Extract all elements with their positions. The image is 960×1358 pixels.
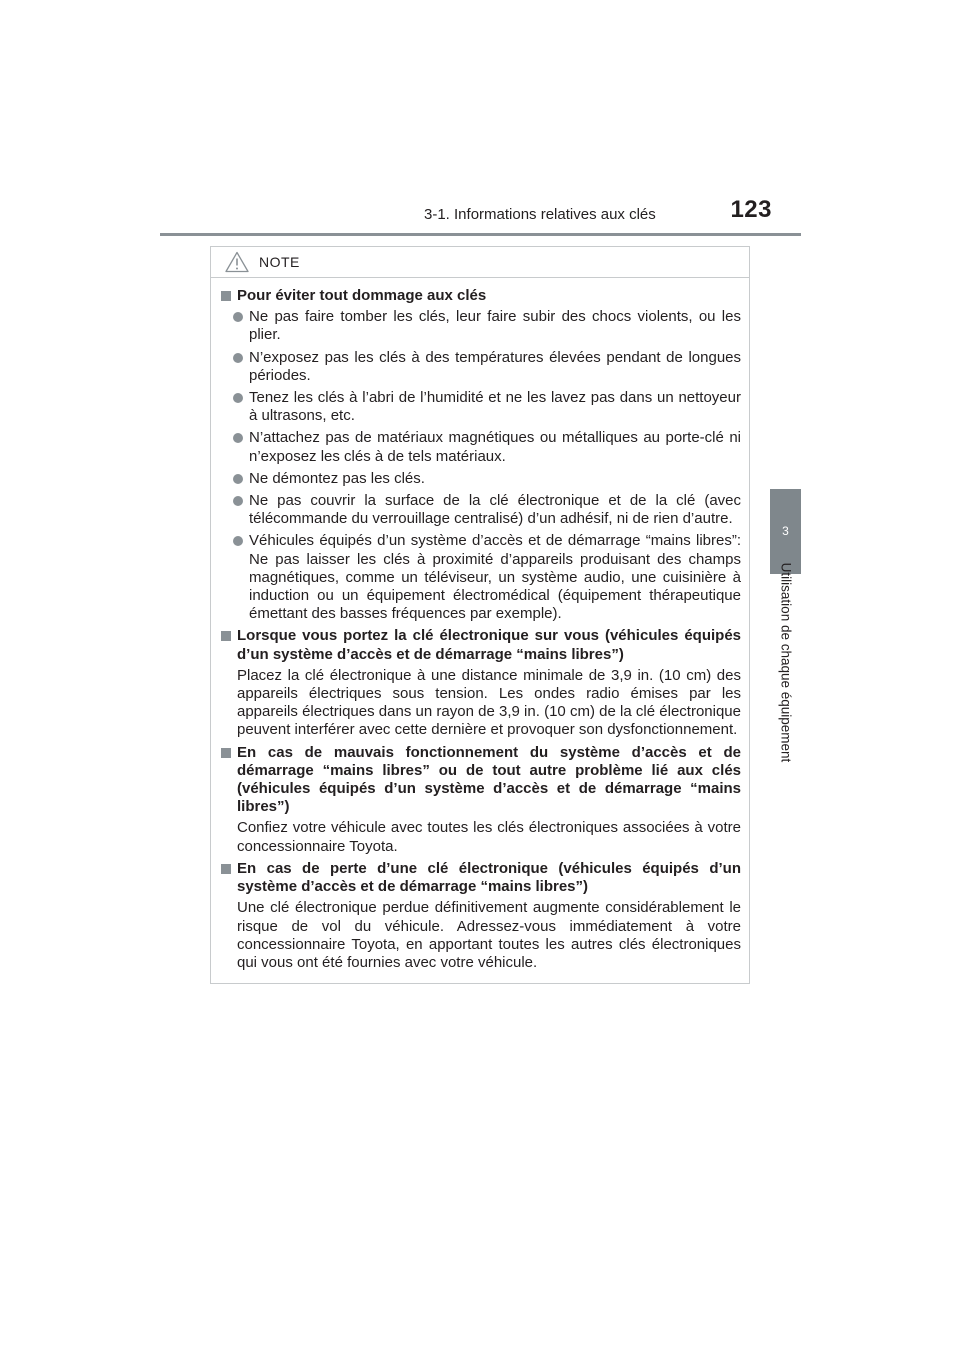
note-body [211,287,749,976]
square-bullet-icon [221,291,231,301]
list-item: Ne démontez pas les clés. [219,470,741,488]
round-bullet-icon [233,536,243,546]
list-item: N’attachez pas de matériaux magnétiques ou métalliques au porte-clé ni n’exposez les clés à de tels matériaux. [219,429,741,465]
round-bullet-icon [233,393,243,403]
section-heading: Lorsque vous portez la clé électronique sur vous (véhicules équipés d’un système d’accès et de démarrage “mains libres”) [219,627,741,663]
section-paragraph: Placez la clé électronique à une distance minimale de 3,9 in. (10 cm) des appareils électriques sous tension. Les ondes radio émises par les appareils électriques dans un rayon de 3,9 in. (10 cm) de la clé électronique peuvent interférer avec cette dernière et provoquer son dysfonctionnement. [237,666,741,739]
warning-triangle-icon [225,251,249,273]
list-item: Véhicules équipés d’un système d’accès et de démarrage “mains libres”: Ne pas laisser les clés à proximité d’appareils produisant des champs magnétiques, comme un téléviseur, un système audio, une cuisinière à induction ou un équipement électromédical (équipement thérapeutique émettant des basses fréquences par exemple). [219,532,741,623]
list-item: Ne pas faire tomber les clés, leur faire subir des chocs violents, ou les plier. [219,308,741,344]
note-title: NOTE [259,254,300,270]
square-bullet-icon [221,864,231,874]
square-bullet-icon [221,748,231,758]
section-title: 3-1. Informations relatives aux clés [424,206,656,223]
section-heading: En cas de mauvais fonctionnement du système d’accès et de démarrage “mains libres” ou de tout autre problème lié aux clés (véhicules équipés d’un système d’accès et de démarrage “mains libres”) [219,744,741,817]
page-number: 123 [730,196,772,223]
header-rule [160,233,801,236]
chapter-tab: 3 [770,489,801,574]
round-bullet-icon [233,496,243,506]
chapter-side-label [770,547,801,777]
round-bullet-icon [233,474,243,484]
chapter-side-label-text: Utilisation de chaque équipement [778,562,794,762]
square-bullet-icon [221,631,231,641]
round-bullet-icon [233,353,243,363]
list-item: Ne pas couvrir la surface de la clé électronique et de la clé (avec télécommande du verrouillage centralisé) d’un adhésif, ni de rien d’autre. [219,492,741,528]
note-header [211,247,749,278]
section-paragraph: Une clé électronique perdue définitivement augmente considérablement le risque de vol du véhicule. Adressez-vous immédiatement à votre concessionnaire Toyota, en apportant toutes les autres clés électroniques qui vous ont été fournies avec votre véhicule. [237,899,741,971]
section-heading: Pour éviter tout dommage aux clés [219,287,741,305]
list-item: N’exposez pas les clés à des températures élevées pendant de longues périodes. [219,349,741,385]
round-bullet-icon [233,312,243,322]
round-bullet-icon [233,433,243,443]
note-box [210,246,750,984]
section-paragraph: Confiez votre véhicule avec toutes les clés électroniques associées à votre concessionnaire Toyota. [237,819,741,855]
section-heading: En cas de perte d’une clé électronique (véhicules équipés d’un système d’accès et de démarrage “mains libres”) [219,860,741,896]
list-item: Tenez les clés à l’abri de l’humidité et ne les lavez pas dans un nettoyeur à ultrasons, etc. [219,389,741,425]
